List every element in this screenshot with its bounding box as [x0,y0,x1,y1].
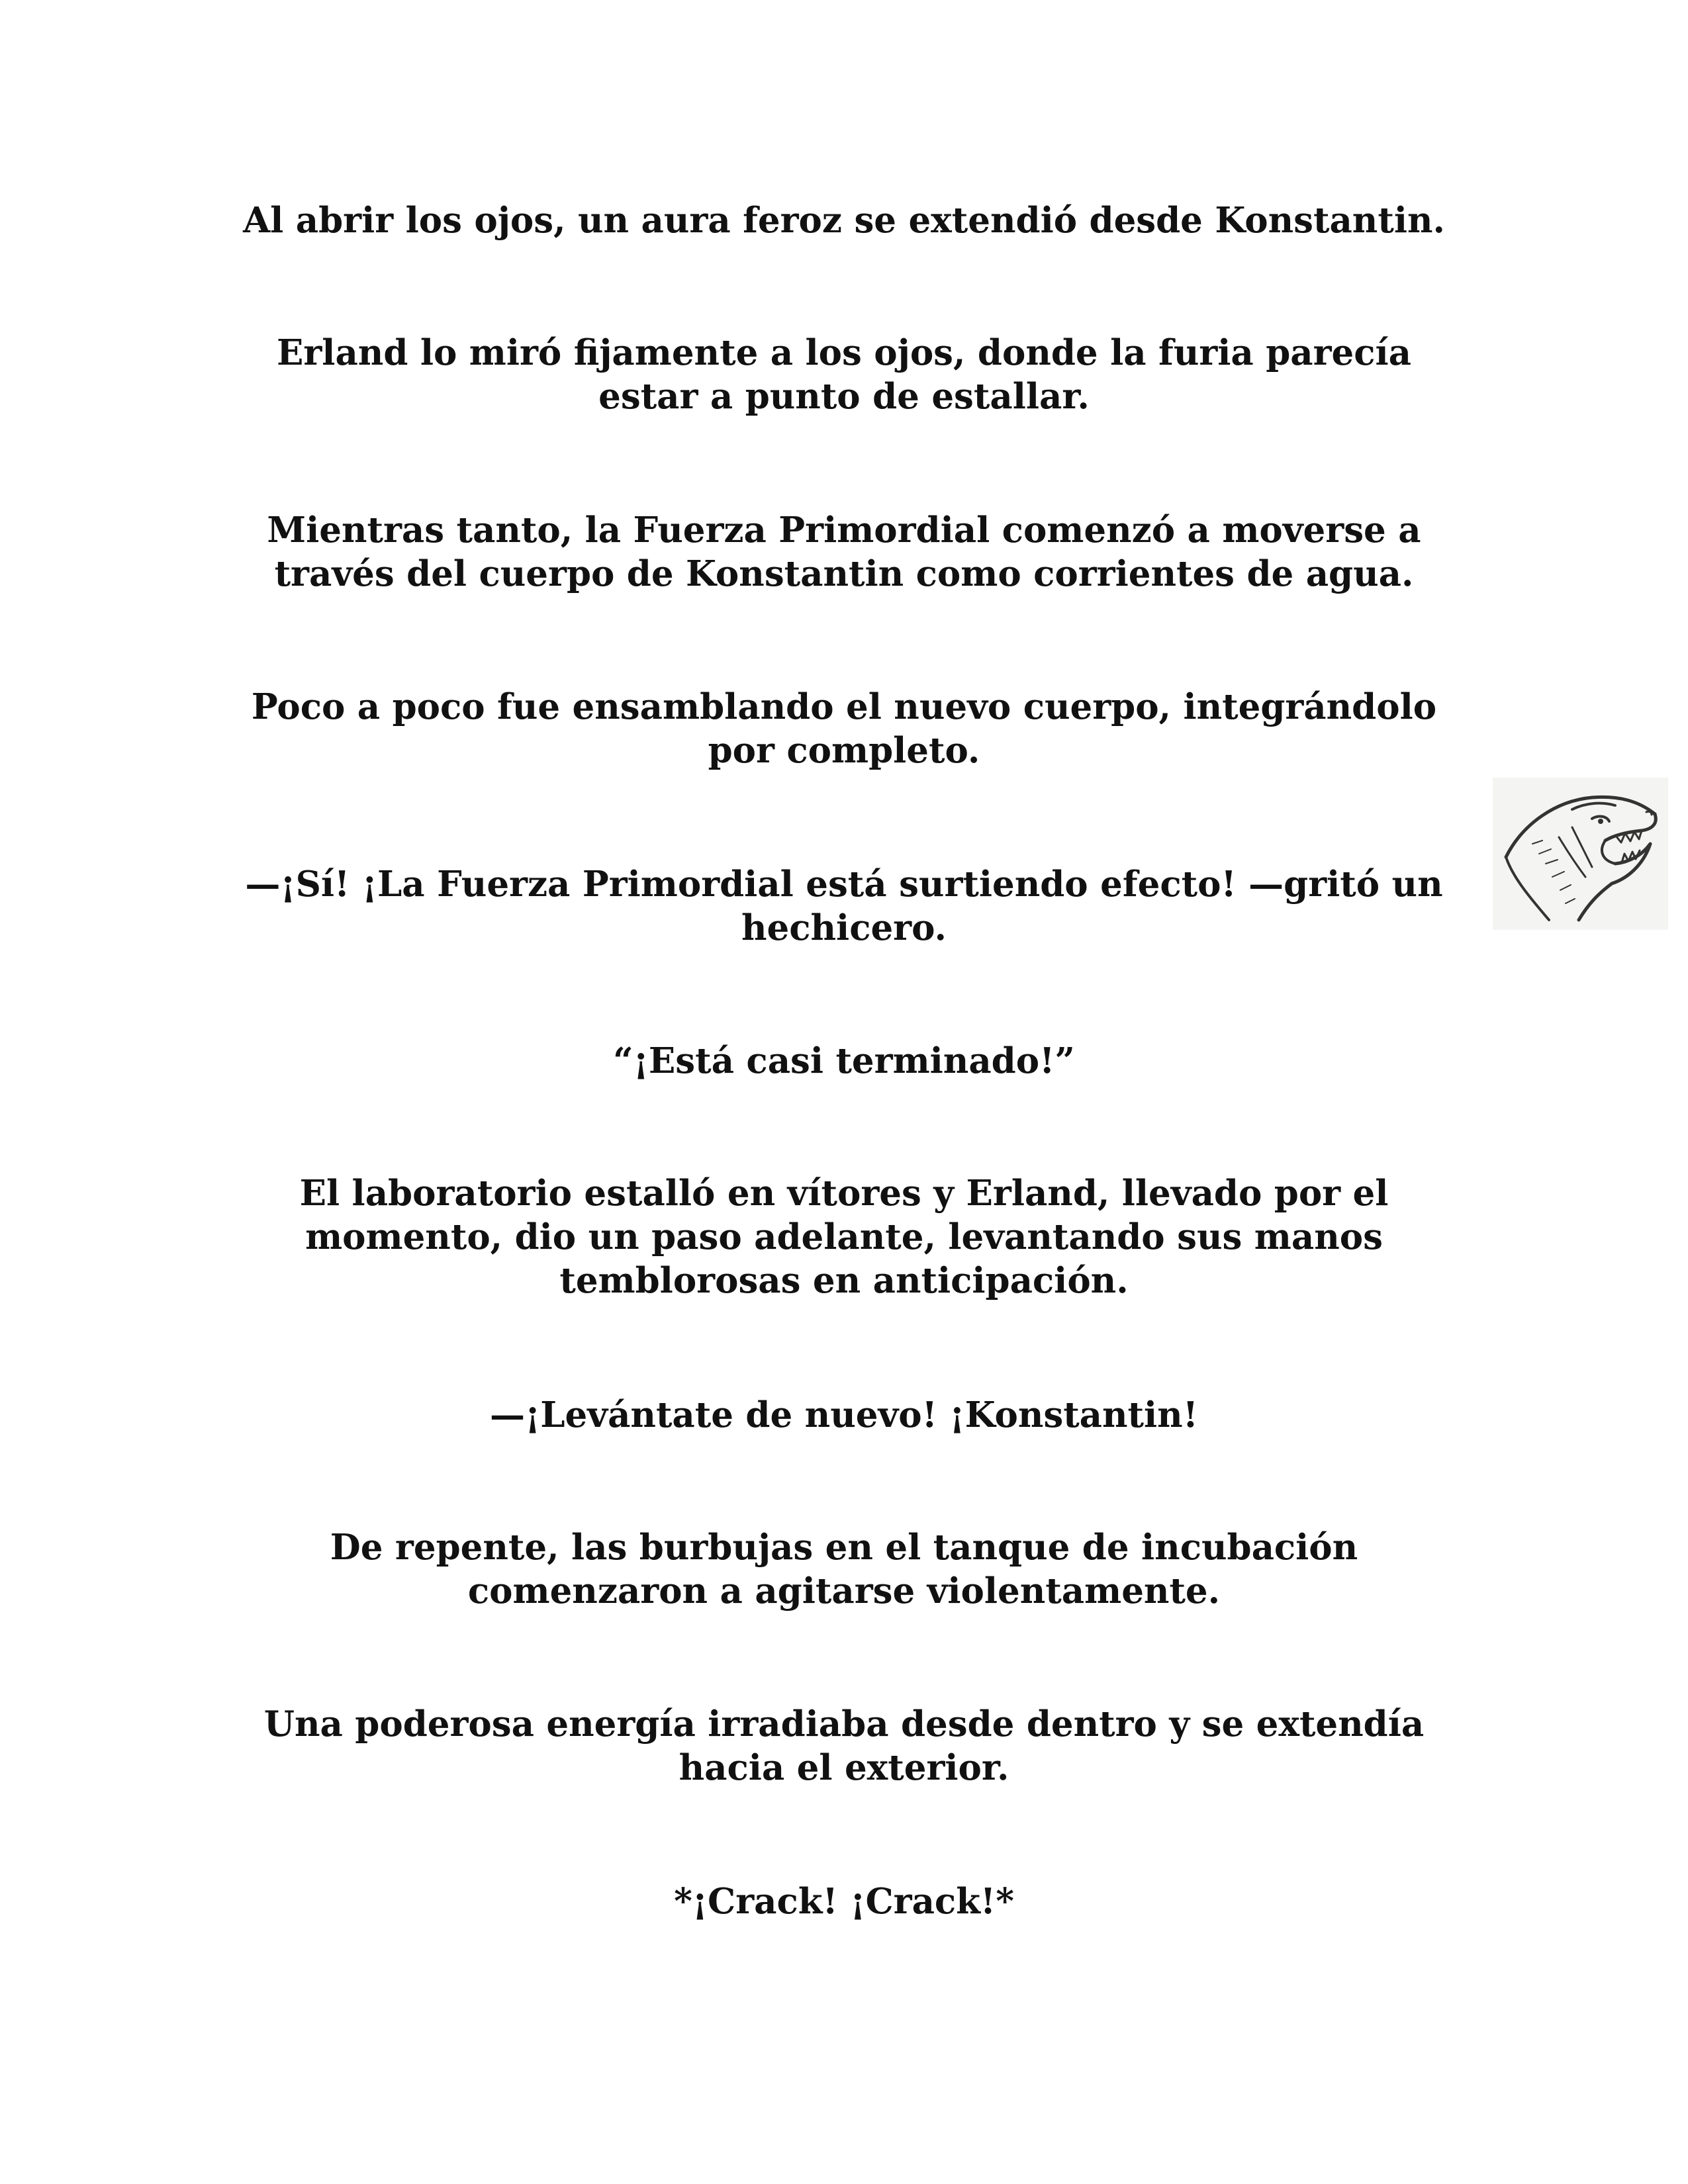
paragraph-9: De repente, las burbujas en el tanque de incubación comenzaron a agitarse violentamente. [330,1527,1358,1612]
dinosaur-logo [1493,778,1668,930]
paragraph-7: El laboratorio estalló en vítores y Erland, llevado por el momento, dio un paso adelante, levantando sus manos temblorosas en anticipación. [299,1173,1389,1301]
paragraph-6: “¡Está casi terminado!” [613,1040,1075,1081]
paragraph-5: —¡Sí! ¡La Fuerza Primordial está surtiendo efecto! —gritó un hechicero. [245,864,1443,948]
paragraph-2: Erland lo miró fijamente a los ojos, donde la furia parecía estar a punto de estallar. [276,332,1411,417]
paragraph-8: —¡Levántate de nuevo! ¡Konstantin! [490,1394,1198,1435]
paragraph-4: Poco a poco fue ensamblando el nuevo cuerpo, integrándolo por completo. [251,686,1437,771]
paragraph-11: *¡Crack! ¡Crack!* [674,1881,1014,1922]
paragraph-10: Una poderosa energía irradiaba desde dentro y se extendía hacia el exterior. [263,1704,1425,1788]
paragraph-3: Mientras tanto, la Fuerza Primordial comenzó a moverse a través del cuerpo de Konstantin como corrientes de agua. [267,510,1421,594]
dinosaur-head-icon [1493,778,1668,930]
paragraph-1: Al abrir los ojos, un aura feroz se extendió desde Konstantin. [243,200,1445,241]
